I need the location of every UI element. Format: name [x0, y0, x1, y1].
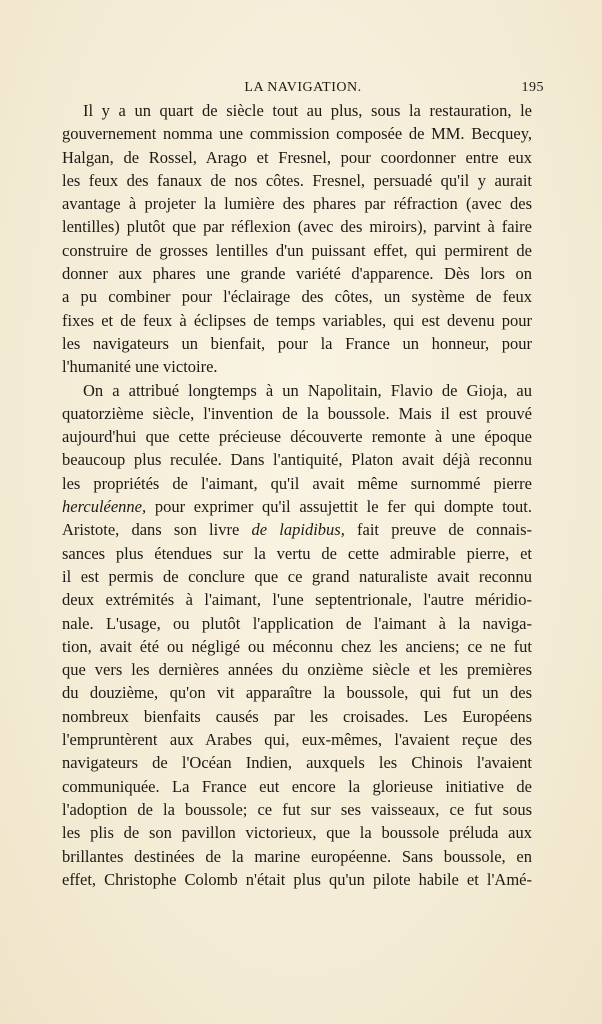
text-line: brillantes destinées de la marine européenne. Sans boussole, en — [62, 846, 532, 866]
text-line: Aristote, dans son livre de lapidibus, fait preuve de connais- — [62, 520, 532, 540]
text-line: fixes et de feux à éclipses de temps variables, qui est devenu pour — [62, 310, 532, 330]
running-header — [62, 80, 544, 100]
text-line: Il y a un quart de siècle tout au plus, sous la restauration, le — [83, 101, 532, 120]
text-line: Halgan, de Rossel, Arago et Fresnel, pour coordonner entre eux — [62, 147, 532, 167]
text-line: aujourd'hui que cette précieuse découverte remonte à une époque — [62, 427, 532, 447]
text-line: les feux des fanaux de nos côtes. Fresnel, persuadé qu'il y aurait — [62, 170, 532, 190]
text-line: les plis de son pavillon victorieux, que la boussole préluda aux — [62, 823, 532, 843]
paragraph-1 — [62, 99, 532, 379]
text-line: construire de grosses lentilles d'un puissant effet, qui permirent de — [62, 240, 532, 260]
text-line: avantage à projeter la lumière des phares par réfraction (avec des — [62, 194, 532, 214]
body-text — [62, 99, 532, 891]
text-line: lentilles) plutôt que par réflexion (avec des miroirs), parvint à faire — [62, 217, 532, 237]
paragraph-2 — [62, 379, 532, 892]
text-line: On a attribué longtemps à un Napolitain, Flavio de Gioja, au — [83, 380, 532, 400]
text-line: l'empruntèrent aux Arabes qui, eux-mêmes, l'avaient reçue des — [62, 730, 532, 750]
text-line: beaucoup plus reculée. Dans l'antiquité, Platon avait déjà reconnu — [62, 450, 532, 470]
text-line: que vers les dernières années du onzième siècle et les premières — [62, 660, 532, 680]
text-line: gouvernement nomma une commission composée de MM. Becquey, — [62, 124, 532, 144]
italic-phrase: de lapidibus, — [251, 520, 345, 540]
text-line: donner aux phares une grande variété d'apparence. Dès lors on — [62, 264, 532, 284]
text-line: tion, avait été ou négligé ou méconnu chez les anciens; ce ne fut — [62, 636, 532, 656]
text-line: herculéenne, pour exprimer qu'il assujettit le fer qui dompte tout. — [62, 497, 532, 517]
text-line: effet, Christophe Colomb n'était plus qu'un pilote habile et l'Amé- — [62, 869, 532, 889]
text-line: communiquée. La France eut encore la glorieuse initiative de — [62, 776, 532, 796]
text-line: quatorzième siècle, l'invention de la boussole. Mais il est prouvé — [62, 403, 532, 423]
text-line: l'adoption de la boussole; ce fut sur ses vaisseaux, ce fut sous — [62, 799, 532, 819]
text-line: deux extrémités à l'aimant, l'une septentrionale, l'autre méridio- — [62, 590, 532, 610]
text-line: sances plus étendues sur la vertu de cette admirable pierre, et — [62, 543, 532, 563]
text-line: les propriétés de l'aimant, qu'il avait même surnommé pierre — [62, 473, 532, 493]
running-title: LA NAVIGATION. — [244, 80, 362, 95]
page-number: 195 — [521, 80, 544, 95]
italic-phrase: herculéenne, — [62, 497, 147, 517]
text-line: navigateurs de l'Océan Indien, auxquels les Chinois l'avaient — [62, 753, 532, 773]
text-line: nale. L'usage, ou plutôt l'application de l'aimant à la naviga- — [62, 613, 532, 633]
text-line: les navigateurs un bienfait, pour la France un honneur, pour — [62, 333, 532, 353]
text-line: il est permis de conclure que ce grand naturaliste avait reconnu — [62, 566, 532, 586]
text-line: du douzième, qu'on vit apparaître la boussole, qui fut un des — [62, 683, 532, 703]
text-line: nombreux bienfaits causés par les croisades. Les Européens — [62, 706, 532, 726]
text-line: a pu combiner pour l'éclairage des côtes, un système de feux — [62, 287, 532, 307]
text-line: l'humanité une victoire. — [62, 357, 218, 377]
